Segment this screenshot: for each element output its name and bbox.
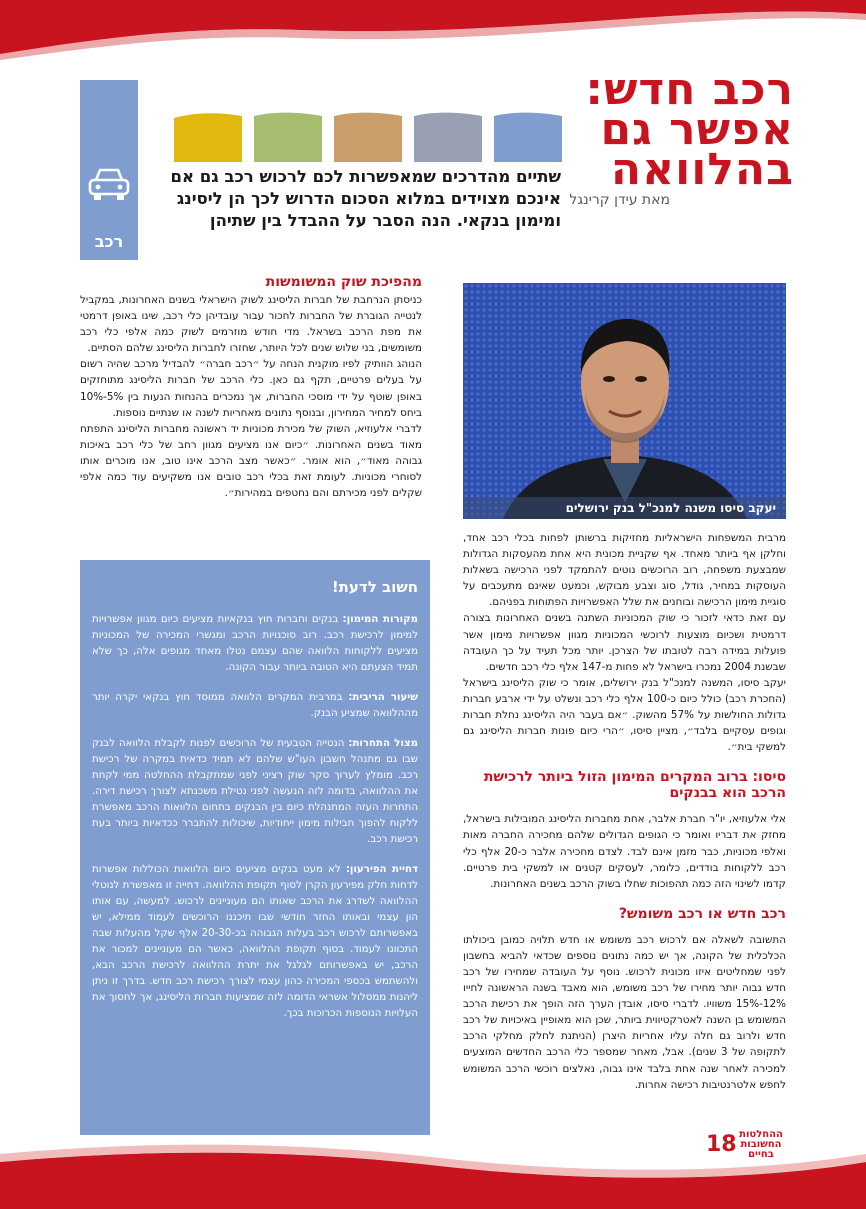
title-line-1: רכב חדש: [585,64,794,115]
box-item [92,862,418,1022]
photo-caption: יעקב סיסו משנה למנכ"ל בנק ירושלים [463,497,786,519]
magazine-name-line: החשובות [740,1139,782,1150]
byline: מאת עידן קרינגל [569,192,670,208]
paragraph: לדברי אלעוזיא, השוק של מכירת מכוניות יד ראשונה מחברות הליסינג התפתח מאוד בשנים האחרונות. ״כיום אנו מציעים מגוון רחב של כלי רכב באיכות גבוהה מאוד״, הוא אומר. ״כאשר מצב הרכב אינו טוב, אנו מוכרים אותו לסוחרי מכוניות. לעומת זאת בכלי רכב טובים אנו משקיעים עוד כמה אלפי שקלים לפני מכירתם והם נחטפים במהירות״. [80,422,422,500]
paragraph: אלי אלעוזיא, יו"ר חברת אלבר, אחת מחברות הליסינג המובילות בישראל, מחזק את דבריו ואומר כי הגופים הגדולים שלהם מחכירה החברה מאות ואלפי מכוניות, כבר מזמן אינם לבד. לצדם מחכירה אלבר כ-20 אלף כלי רכב ללקוחות בודדים, כלומר, לעסקים קטנים או למשקי בית פרטיים. קדמו לשינוי הזה כמה תהפוכות שחלו בשוק הרכב בשנים האחרונות. [463,813,786,890]
box-item [92,612,418,676]
paragraph: התשובה לשאלה אם לרכוש רכב משומש או חדש תלויה כמובן ביכולתו הכלכלית של הקונה, אך יש כמה נתונים נוספים שכדאי להביא בחשבון לפני שמחליטים איזו מכונית לרכוש. נוסף על העובדה שמחירו של רכב חדש גבוה יותר מחירו של רכב משומש, הוא מאבד בשנה הראשונה לחייו 12%-15% משוויו. לדברי סיסו, אובדן הערך הזה הופך את רכישת הרכב המשומש בן השנה לאטרקטיווית ביותר, שכן הוא מאופיין באיכויות של רכב חדש ולרוב גם חלה עליו אחריות היצרן (הניתנת לחלק מחלקי הרכב לתקופה של 3 שנים). אבל, מאחר שמספר כלי הרכב החדשים המוצעים למכירה לאחר שנה אחת בלבד אינו גבוה, נאלצים רוכשי הרכב המשומש לחפש אלטרנטיבות רכישה אחרות. [463,933,786,1091]
top-wave-decoration [0,0,866,60]
right-column [463,530,786,1093]
box-item-text: בנקים וחברות חוץ בנקאיות מציעים כיום מגוון אפשרויות למימון לרכישת רכב. רוב סוכנויות הרכב ומגשרי המכירה של המכוניות מציעים ללקוחות הלוואה שהם עצמם נטלו מאחד מגופים אלה, כך שלא תמיד הצעתם היא הטובה ביותר עבור הקונה. [92,614,418,673]
box-item-text: במרבית המקרים הלוואה ממוסד חוץ בנקאי יקרה יותר מההלוואה שמציע הבנק. [92,692,418,719]
box-item-label: מצול התחרות: [348,738,418,749]
portrait-photo [463,283,786,519]
box-title: חשוב לדעת! [331,578,418,596]
article-subtitle: שתיים מהדרכים שמאפשרות לכם לרכוש רכב גם אם אינכם מצוידים במלוא הסכום הדרוש לכך הן ליסינג ומימון בנקאי. הנה הסבר על ההבדל בין שתיהן [170,167,561,230]
box-item-label: שיעור הריבית: [348,692,418,703]
magazine-name [736,1130,786,1160]
magazine-name-line: בחיים [748,1149,774,1160]
paragraph: יעקב סיסו, המשנה למנכ"ל בנק ירושלים, אומר כי שוק הליסינג בישראל (החכרת רכב) כולל כיום כ-100 אלף כלי רכב ונשלט על ידי ארבע חברות גדולות החולשות על 57% מהשוק. ״אם בעבר היה הליסינג נחלת חברות וגופים עסקיים בלבד״, מציין סיסו, ״הרי כיום פונות חברות הליסינג גם למשקי בית״. [463,676,786,754]
box-item [92,690,418,722]
title-line-2: אפשר גם [600,104,794,155]
colored-blocks-decoration [170,112,566,164]
box-item-label: מקורות המימון: [342,614,418,625]
important-to-know-box [80,560,430,1135]
section-market-revolution [80,274,422,501]
article-title [554,64,794,195]
section-heading: סיסו: ברוב המקרים המימון הזול ביותר לרכישת הרכב הוא בבנקים [483,769,786,802]
section-heading: רכב חדש או רכב משומש? [618,905,786,922]
section-heading: מהפיכת שוק המשומשות [265,274,422,290]
box-item-text: לא מעט בנקים מציעים כיום הלוואות הכוללות אפשרות לדחות חלק מפירעון הקרן לסוף תקופת ההלוואה. דחייה זו מאפשרת לנוטלי ההלוואה לשדרג את הרכב שאותו הם מעוניינים לרכוש. למעשה, עם אותו הון עצמי ובאותו החזר חודשי שבו תיכננו הרוכשים לעמוד ממילא, יש באפשרותם לרכוש רכב בעלות הגבוהה בכ-20-30 אלף שקל מהעלות שבה התכוונו לעמוד. בסוף תקופת ההלוואה, כאשר הם מעוניינים למכור את הרכב, יש באפשרותם לגלגל את יתרת ההלוואה לרכישת הרכב הבא, ולהשתמש בכספי המכירה כהון עצמי לצורך רכישת רכב חדש. בדרך זו ניתן ליהנות ממסלול אשראי הדומה לזה שמציעות חברות הליסינג, אך לחסוך את העלויות הנוספות הכרוכות בכך. [92,864,418,1019]
paragraph: הנוהג הוותיק לפיו מוקנית הנחה על ״רכב חברה״ להבדיל מרכב שהיה רשום על בעלים פרטיים, תקף גם כאן. כלי הרכב של חברות הליסינג מתוחזקים באופן שוטף על ידי מוסכי החברות, אך נמכרים בהנחות הנעות בין 5%-10% ביחס למחיר המחירון, ובנוסף נתונים מאחריות לשנה או שנתיים נוספות. [80,358,422,419]
box-body [92,612,418,1036]
category-tab-label: רכב [94,232,124,251]
page-number: 18 [706,1132,737,1157]
box-item [92,736,418,848]
paragraph: כניסתן הנרחבת של חברות הליסינג לשוק הישראלי בשנים האחרונות, במקביל לנטייה הגוברת של החברות לחכור עבור עובדיהן כלי רכב, שינו באופן דרמטי את מפת הרכב בשראל. מדי חודש מוזרמים לשוק כמה אלפי כלי רכב משומשים, בני שלוש שנים לכל היותר, שחזרו לחברות הליסינג שלהם הסתיים. [80,294,422,355]
title-line-3: בהלוואה [610,144,794,195]
box-item-label: דחיית הפירעון: [345,864,418,875]
magazine-name-line: ההחלטות [739,1129,783,1140]
paragraph: עם זאת כדאי לזכור כי שוק המכוניות השתנה בשנים האחרונות בצורה דרמטית ושכיום מוצעות לרוכשי המכוניות מגוון אפשרויות מימון אשר פועלות במידה רבה לטובתו של הצרכן. יותר מכל תעיד על כך העובדה שבשנת 2004 נמכרו בישראל לא פחות מ-147 אלף כלי רכב חדשים. [463,612,786,673]
paragraph: מרבית המשפחות הישראליות מחזיקות ברשותן לפחות בכלי רכב אחד, וחלקן אף ביותר מאחד. אף שקניית מכונית היא אחת מהעסקות הגדולות שמבצעת משפחה, רוב הרוכשים נוטים להתמקד לפני הרכישה בשאלות העוסקות במחיר, גודל, סוג וצבע מבוקש, וכמעט שאינם מתעכבים על סוגיית מימון הרכישה ובוחנים את שלל האפשרויות הפתוחות בפניהם. [463,532,786,609]
car-icon [86,160,132,206]
box-item-text: הנטייה הטבעית של הרוכשים לפנות לקבלת הלוואה לבנק שבו גם מתנהל חשבון העו"ש שלהם לא תמיד כדאית במקרה של רכישת רכב. מומלץ לערוך סקר שוק רציני לפני שמתקבלת ההחלטה ממי לקחת את ההלוואה, בדומה לזה הנעשה לפני נטילת משכנתא לצורך רכישת דירה. התחרות העזה המתנהלת כיום בין הבנקים בתחום הלוואות הרכב מאפשרת ללקוח להפוך חבילות מימון ייחודיות, שיכולות להתברר ככדאיות ביותר בעת רכישת רכב. [92,738,418,845]
